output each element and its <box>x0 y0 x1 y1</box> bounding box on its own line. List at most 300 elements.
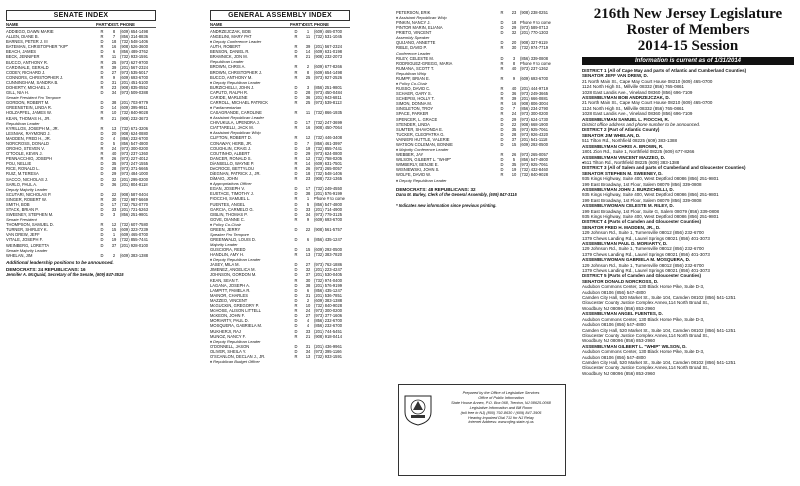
member-name: GREEN, JERRY <box>210 226 241 232</box>
member-name: CLIFTON, ROBERT D. <box>210 135 252 141</box>
member-party: R <box>100 115 104 121</box>
member-name: STACK, BRIAN P. <box>6 207 39 212</box>
senate-totals: DEMOCRATS: 24 REPUBLICANS: 16 <box>6 266 86 272</box>
member-district: 4 <box>112 135 116 141</box>
legislator-name: ASSEMBLYMAN GILBERT L. "WHIP" WILSON, D. <box>582 343 687 349</box>
district-block <box>582 219 794 273</box>
member-district: 32 <box>111 176 117 182</box>
member-name: BUCCO, ANTHONY R. <box>6 59 49 65</box>
member-phone: (732) 752-0770 <box>120 201 148 207</box>
member-name: SCUTARI, NICHOLAS P. <box>6 191 52 197</box>
district-office-line: 129 Johnson Rd., Suite 1, Turnersville 08012 (856) 232-6700 <box>582 246 704 252</box>
member-party: D <box>500 136 504 142</box>
member-phone: (732) 446-3408 <box>314 135 342 141</box>
member-phone: (201) 541-1118 <box>520 136 548 142</box>
member-name: SMITH, BOB <box>6 201 30 207</box>
district-office-line: Audubon Commons Center, 130 Black Horse Pike, Suite D-3, <box>582 316 705 322</box>
member-party: R <box>100 110 104 116</box>
member-phone: (973) 450-0484 <box>314 89 342 95</box>
roster-title-line3: 2014-15 Session <box>637 38 739 54</box>
member-district: 18 <box>111 39 117 45</box>
legislator-name: SENATOR STEPHEN M. SWEENEY, D. <box>582 170 663 176</box>
ols-contact-line: (toll free in NJ) (800) 792-8630 / (609) 847-3905 <box>460 410 542 415</box>
member-party: D <box>100 227 104 233</box>
member-name: DiANSELLO, WAYNE P. <box>210 160 255 166</box>
member-name: DiMAIO, JOHN <box>210 176 238 182</box>
member-party: D <box>294 226 298 232</box>
member-district: 33 <box>305 206 311 212</box>
member-district: 9 <box>512 75 516 81</box>
member-district: 20 <box>111 130 117 136</box>
member-district: 16 <box>305 125 311 131</box>
member-district: 26 <box>305 165 311 171</box>
member-district: 3 <box>112 212 116 218</box>
member-name: PENNACCHIO, JOSEPH <box>6 156 52 162</box>
member-district: 36 <box>511 91 517 97</box>
member-phone: (732) 840-9028 <box>120 110 148 116</box>
member-phone: (609) 693-6700 <box>520 75 548 81</box>
district-office-line: 935 Kings Highway, Suite 400, West Deptford 08086 (856) 251-9801 <box>582 176 719 182</box>
member-party: R <box>294 135 298 141</box>
member-name: BRAMNICK, JON M. <box>210 54 248 60</box>
member-phone: (732) 974-7719 <box>520 45 548 51</box>
leadership-title: ♦ Assistant Republican Leader <box>210 115 264 121</box>
member-district: 8 <box>306 69 310 75</box>
member-district: 22 <box>511 121 517 127</box>
member-name: ADDIEGO, DAWN MARIE <box>6 29 54 34</box>
member-district: 6 <box>112 49 116 55</box>
member-row <box>396 45 556 50</box>
member-row <box>6 182 156 187</box>
col-phone-header: PHONE <box>120 22 135 27</box>
member-phone: (856) 435-1247 <box>314 287 342 293</box>
member-party: R <box>500 65 504 71</box>
district-office-line: 1379 Chews Landing Rd., Laurel Springs 08021 (856) 401-3073 <box>582 251 710 257</box>
member-name: KEAN, THOMAS H., JR. <box>6 115 51 121</box>
member-party: D <box>100 207 104 212</box>
member-district: 14 <box>305 160 311 166</box>
senate-index-title: SENATE INDEX <box>6 10 156 21</box>
member-name: ALLEN, DIANE B. <box>6 34 39 40</box>
member-party: D <box>294 84 298 90</box>
member-party: D <box>100 201 104 207</box>
member-phone: (973) 762-1886 <box>314 262 342 268</box>
district-office-line: Woodbury NJ 08096 (856) 853-2960 <box>582 370 655 376</box>
member-name: PRIETO, VINCENT <box>396 30 432 36</box>
member-name: MAINOR, CHARLES <box>210 292 248 298</box>
member-district: 18 <box>305 171 311 177</box>
member-phone: (973) 589-0713 <box>520 25 548 31</box>
member-district: 30 <box>111 196 117 202</box>
member-district: 12 <box>111 222 117 228</box>
member-party: R <box>294 160 298 166</box>
member-name: CIATTARELLI, JACK M. <box>210 125 254 131</box>
district-office-line: 1028 East Landis Ave., Vineland 08360 (856) 696-7109 <box>582 89 693 95</box>
leadership-title: Speaker Pro Tempore <box>210 232 249 237</box>
member-name: JOHNSON, GORDON M. <box>210 272 257 278</box>
member-district: 2 <box>306 64 310 70</box>
member-district: 15 <box>511 141 517 147</box>
member-phone: (856) 547-4800 <box>520 157 548 163</box>
member-district: 2 <box>306 297 310 303</box>
member-district: 32 <box>511 30 517 36</box>
member-party: D <box>500 162 504 168</box>
member-phone: (973) 237-1362 <box>520 65 548 71</box>
member-district: 1 <box>112 232 116 238</box>
leadership-title: ♦ Republican Budget Officer <box>210 358 260 364</box>
legislator-name: ASSEMBLYMAN BOB ANDRZEJCZAK, D. <box>582 95 670 101</box>
assembly-clerk: Dana M. Burley, Clerk of the General Assembly, (609) 847-3115 <box>396 191 517 197</box>
member-row <box>6 116 156 121</box>
member-name: SINGER, ROBERT W. <box>6 196 47 202</box>
member-name: O'TOOLE, KEVIN J. <box>6 151 43 157</box>
roster-title-line2: Roster of Members <box>626 22 750 38</box>
member-district: 35 <box>511 162 517 168</box>
district-heading: DISTRICT 4 (Parts of Camden and Gloucester Counties) <box>582 219 702 225</box>
member-name: SARLO, PAUL A. <box>6 181 38 187</box>
member-district: 30 <box>305 277 311 283</box>
member-phone: (908) 918-0414 <box>314 333 342 339</box>
member-phone: (973) 779-3125 <box>314 211 342 217</box>
member-name: WEINBERG, LORETTA <box>6 242 50 248</box>
member-district: 23 <box>305 176 311 182</box>
senate-secretary: Jennifer A. McQuaid, Secretary of the Senate, (609) 847-3515 <box>6 271 124 277</box>
member-name: POU, NELLIE <box>6 161 32 167</box>
district-office-line: 199 East Broadway, 1st Floor, Salem 08079 (856) 339-0808 <box>582 197 702 203</box>
member-party: D <box>500 116 504 122</box>
member-phone: (856) 547-4800 <box>314 201 342 207</box>
district-office-line: 199 East Broadway, 1st Floor, Suite G, Salem 08079 (856) 339-0808 <box>582 208 719 214</box>
member-district: 34 <box>305 348 311 354</box>
member-name: VAINIERI HUTTLE, VALERIE <box>396 136 450 142</box>
member-party: D <box>500 167 504 173</box>
ols-contact-text <box>439 391 563 425</box>
member-phone: (908) 561-5757 <box>314 226 342 232</box>
legislator-name: SENATOR DONALD NORCROSS, D. <box>582 278 659 284</box>
member-phone: (973) 627-9700 <box>120 59 148 65</box>
member-district: 10 <box>305 303 311 309</box>
member-name: DANCER, RONALD S. <box>210 155 252 161</box>
member-district: 4 <box>306 318 310 324</box>
leadership-title: Majority Leader <box>210 242 238 248</box>
member-district: 7 <box>512 106 516 112</box>
member-name: DeCROCE, BETTYLOU <box>210 165 254 171</box>
member-phone: (732) 840-9028 <box>314 303 342 309</box>
leadership-title: ♦ Policy Co-Chair <box>210 221 241 227</box>
member-district: 9 <box>112 74 116 80</box>
member-phone: (609) 631-7501 <box>314 160 342 166</box>
member-phone: (856) 314-8836 <box>120 34 148 40</box>
member-party: D <box>500 20 504 26</box>
member-phone: (973) 237-1360 <box>120 151 148 157</box>
member-phone: (609) 677-8266 <box>314 64 342 70</box>
member-phone: (609) 465-0700 <box>120 232 148 238</box>
district-listing <box>582 68 794 376</box>
member-phone: (856) 435-1247 <box>314 237 342 242</box>
leadership-title: ♦ Majority Conference Leader <box>396 147 449 153</box>
member-phone: (856) 234-2790 <box>520 106 548 112</box>
member-district: 14 <box>111 105 117 111</box>
member-party: R <box>294 69 298 75</box>
member-phone: (732) 531-1045 <box>314 34 342 40</box>
district-office-line: Camden City Hall, 520 Market St., Suite 104, Camden 08102 (856) 541-1251 <box>582 327 736 333</box>
member-party: R <box>500 75 504 81</box>
member-phone: (973) 509-0388 <box>120 90 148 96</box>
member-name: DOHERTY, MICHAEL J. <box>6 85 51 91</box>
member-party: R <box>100 196 104 202</box>
member-party: D <box>100 140 104 146</box>
member-district: 6 <box>306 287 310 293</box>
member-party: D <box>100 90 104 96</box>
district-office-line: 199 East Broadway, 1st Floor, Salem 08079 (856) 339-0808 <box>582 181 702 187</box>
member-phone: (908) 232-3673 <box>120 115 148 121</box>
senate-column-headers <box>6 22 156 28</box>
member-phone: (732) 933-1591 <box>120 54 148 60</box>
member-party: R <box>294 110 298 116</box>
member-district: 14 <box>305 49 311 55</box>
member-phone: (732) 987-5669 <box>120 196 148 202</box>
district-office-line: Camden City Hall, 520 Market St., Suite 104, Camden 08102 (856) 541-1251 <box>582 295 736 301</box>
district-heading: DISTRICT 2 (Part of Atlantic County) <box>582 127 660 133</box>
member-name: CODEY, RICHARD J. <box>6 69 46 75</box>
member-party: D <box>294 318 298 324</box>
leadership-title: Republican Leader <box>6 120 40 126</box>
member-phone: (856) 232-6700 <box>120 135 148 141</box>
member-phone: (201) 567-2324 <box>120 64 148 70</box>
member-district: 37 <box>111 242 117 248</box>
member-party: D <box>100 212 104 218</box>
member-row <box>6 243 156 248</box>
leadership-title: Assembly Speaker <box>396 35 430 41</box>
member-phone: (732) 671-3206 <box>120 125 148 131</box>
member-phone: (609) 383-1388 <box>314 297 342 303</box>
member-district: 23 <box>111 85 117 91</box>
member-district: 25 <box>111 59 117 65</box>
member-phone: (908) 587-0404 <box>120 191 148 197</box>
member-district: 27 <box>305 313 311 319</box>
member-phone: (609) 383-1388 <box>120 252 148 258</box>
member-district: 33 <box>305 328 311 334</box>
member-party: D <box>100 100 104 106</box>
member-district: 17 <box>111 201 117 207</box>
member-district: 5 <box>306 201 310 207</box>
member-name: McHOSE, ALISON LITTELL <box>210 308 261 314</box>
member-party: R <box>294 353 298 359</box>
member-party: R <box>100 145 104 151</box>
district-heading: DISTRICT 5 (Parts of Camden and Gloucester Counties) <box>582 273 702 279</box>
member-party: R <box>100 125 104 131</box>
member-name: BUCCO, ANTHONY M. <box>210 74 253 80</box>
member-phone: (908) 835-0552 <box>120 85 148 91</box>
member-name: MADDEN, FRED H., JR. <box>6 135 51 141</box>
member-name: McGUCKIN, GREGORY P. <box>210 303 259 309</box>
member-phone: (609) 631-0198 <box>314 49 342 55</box>
member-district: 38 <box>111 100 117 106</box>
member-name: LAGANA, JOSEPH A. <box>210 282 251 288</box>
member-party: D <box>100 191 104 197</box>
member-phone: (201) 804-8118 <box>120 181 148 187</box>
member-party: D <box>500 121 504 127</box>
member-party: D <box>294 201 298 207</box>
member-phone: (609) 292-0500 <box>520 141 548 147</box>
district-office-line: Gloucester County Justice Complex Annex,114 North Broad St., <box>582 300 710 306</box>
district-office-line: District office address and phone number to be announced. <box>582 122 701 128</box>
member-district: 37 <box>511 136 517 142</box>
col-name-header: NAME <box>210 22 223 27</box>
member-party: D <box>500 131 504 137</box>
member-name: WISNIEWSKI, JOHN S. <box>396 167 440 173</box>
member-name: MOSQUERA, GABRIELA M. <box>210 323 263 329</box>
member-district: 6 <box>306 237 310 242</box>
leadership-title: Republican Whip <box>396 70 427 76</box>
member-party: R <box>294 216 298 222</box>
member-name: SACCO, NICHOLAS J. <box>6 176 49 182</box>
member-name: RUMANA, SCOTT T. <box>396 65 435 71</box>
leadership-title: Conference Leader <box>396 50 431 56</box>
district-office-line: Woodbury NJ 08096 (856) 853-2960 <box>582 338 655 344</box>
member-phone: (973) 265-0057 <box>314 165 342 171</box>
member-district: 40 <box>511 85 517 91</box>
member-phone: (856) 339-0808 <box>520 55 548 61</box>
member-name: O'DONNELL, JASON <box>210 343 250 349</box>
roster-panel <box>582 6 794 376</box>
member-party: R <box>294 34 298 40</box>
member-name: CUNNINGHAM, SANDRA B. <box>6 79 59 85</box>
member-party: D <box>294 140 298 146</box>
district-office-line: Audubon 08106 (856) 547-4800 <box>582 289 646 295</box>
member-district: 38 <box>305 282 311 288</box>
legislator-name: ASSEMBLYMAN JOHN J. BURZICHELLI, D. <box>582 186 674 192</box>
member-district: 19 <box>511 167 517 173</box>
member-name: QUIJANO, ANNETTE <box>396 40 436 46</box>
assembly-index-title: GENERAL ASSEMBLY INDEX <box>210 10 350 21</box>
member-phone: (201) 576-9199 <box>314 282 342 288</box>
member-party: D <box>294 211 298 217</box>
member-party: R <box>500 152 504 158</box>
member-name: CASAGRANDE, CAROLINE <box>210 110 262 116</box>
member-district: 15 <box>305 247 311 253</box>
member-phone: (973) 927-2526 <box>314 74 342 80</box>
district-office-line: Audubon 08106 (856) 547-4800 <box>582 322 646 328</box>
member-name: NORCROSS, DONALD <box>6 140 49 146</box>
member-district: 22 <box>111 191 117 197</box>
legislator-name: ASSEMBLYWOMAN CELESTE M. RILEY, D. <box>582 203 674 209</box>
member-phone: (609) 323-7239 <box>120 227 148 233</box>
member-name: EUSTACE, TIMOTHY J. <box>210 191 254 197</box>
member-name: GOVE, DIANNE C. <box>210 216 245 222</box>
member-district: 40 <box>111 151 117 157</box>
member-name: JIMENEZ, ANGELICA M. <box>210 267 256 273</box>
member-district: 40 <box>511 65 517 71</box>
member-name: BECK, JENNIFER <box>6 54 40 60</box>
member-name: WOLFE, DAVID W. <box>396 172 431 178</box>
member-party: R <box>100 156 104 162</box>
member-name: SCHEPISI, HOLLY T. <box>396 96 435 102</box>
member-district: 29 <box>511 25 517 31</box>
member-party: D <box>294 247 298 253</box>
member-district: 17 <box>305 120 311 126</box>
leadership-title: ♦ Deputy Republican Leader <box>210 79 261 85</box>
member-district: 4 <box>306 323 310 329</box>
member-name: GREENWALD, LOUIS D. <box>210 237 257 242</box>
member-district: 22 <box>305 226 311 232</box>
district-office-line: ♦511 Tilton Rd., Northfield 08225 (609) 383-1388 <box>582 159 680 165</box>
district-office-line: Woodbury NJ 08096 (856) 853-2960 <box>582 305 655 311</box>
member-name: MUNOZ, NANCY F. <box>210 333 246 339</box>
member-party: D <box>294 94 298 100</box>
member-district: 8 <box>112 29 116 34</box>
member-party: D <box>100 232 104 238</box>
member-phone: (609) 654-1498 <box>120 29 148 34</box>
member-phone: (973) 249-3665 <box>520 91 548 97</box>
member-party: D <box>294 89 298 95</box>
member-party: R <box>294 308 298 314</box>
senate-index <box>6 10 156 277</box>
member-party: D <box>100 166 104 172</box>
member-district: 30 <box>511 45 517 51</box>
member-district: 39 <box>511 96 517 102</box>
ols-info-box <box>398 384 566 476</box>
member-district: 29 <box>111 171 117 177</box>
district-office-line: 935 Kings Highway, Suite 400, West Deptford 08086 (856) 251-9801 <box>582 213 719 219</box>
member-party: D <box>100 252 104 258</box>
member-party: D <box>294 29 298 34</box>
member-phone: (201) 721-5263 <box>120 207 148 212</box>
district-office-line: 511 Tilton Rd., Northfield 08225 (609) 383-1388 <box>582 138 677 144</box>
district-heading: DISTRICT 3 (All of Salem and parts of Cumberland and Gloucester Counties) <box>582 165 746 171</box>
member-district: 26 <box>511 152 517 158</box>
member-phone: (856) 461-3997 <box>314 140 342 146</box>
member-name: RIBLE, DAVID P. <box>396 45 427 51</box>
member-phone: (973) 926-4320 <box>520 131 548 137</box>
member-district: 39 <box>111 64 117 70</box>
member-district: 5 <box>512 157 516 163</box>
member-phone: (856) 232-6700 <box>314 318 342 324</box>
member-phone: (973) 395-1166 <box>314 348 342 354</box>
member-district: 11 <box>111 54 117 60</box>
member-name: COUTINHO, ALBERT <box>210 150 250 156</box>
state-seal-icon <box>403 392 433 426</box>
member-party: R <box>294 54 298 60</box>
member-phone: (908) 450-7064 <box>314 125 342 131</box>
member-name: PINKIN, NANCY J. <box>396 20 431 26</box>
member-district: 7 <box>112 34 116 40</box>
member-name: CARROLL, MICHAEL PATRICK <box>210 100 268 106</box>
member-party: D <box>100 39 104 45</box>
member-district: 13 <box>111 125 117 131</box>
leadership-title: Republican Leader <box>210 59 244 65</box>
member-party: R <box>100 151 104 157</box>
member-phone: Phone # to come <box>314 196 345 202</box>
assembly-member-list <box>210 29 350 364</box>
member-district: 29 <box>511 116 517 122</box>
member-name: BATEMAN, CHRISTOPHER "KIP" <box>6 44 69 50</box>
member-party: R <box>294 155 298 161</box>
member-party: R <box>100 64 104 70</box>
member-district: 19 <box>111 237 117 243</box>
leadership-title: ♦ Deputy Republican Leader <box>210 257 261 263</box>
member-row <box>6 253 156 258</box>
member-district: 16 <box>111 44 117 50</box>
member-name: KEAN, SEAN T. <box>210 277 239 283</box>
member-district: 28 <box>111 166 117 172</box>
member-party: R <box>294 125 298 131</box>
member-phone: (973) 265-0057 <box>520 152 548 158</box>
legislator-name: SENATOR FRED H. MADDEN, JR., D. <box>582 224 661 230</box>
district-office-line: Camden City Hall, 520 Market St., Suite 104, Camden 08102 (856) 541-1251 <box>582 359 736 365</box>
member-party: D <box>500 40 504 46</box>
member-party: R <box>100 59 104 65</box>
